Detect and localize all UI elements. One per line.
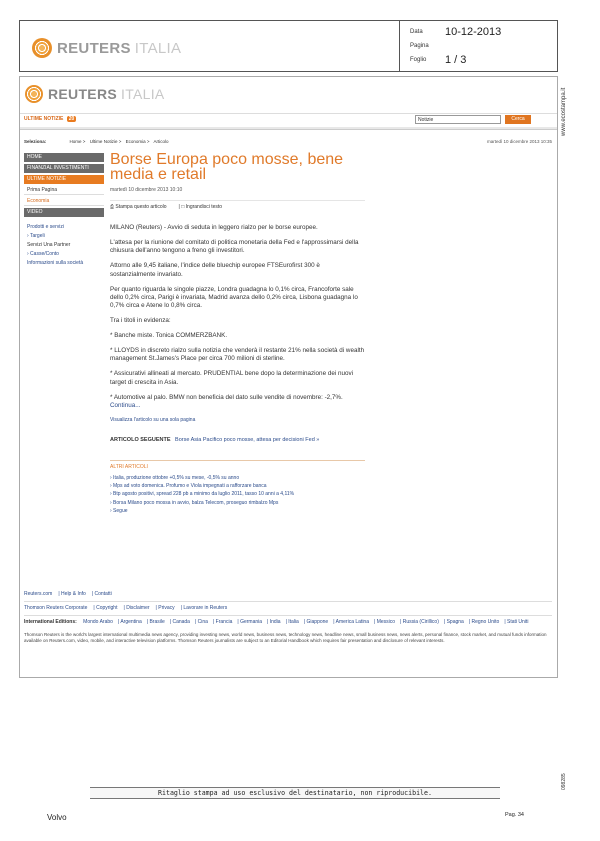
sidebar-targeli[interactable]: › Targeli xyxy=(27,233,45,239)
paragraph-last xyxy=(110,394,365,411)
edition-link[interactable]: Francia xyxy=(215,619,233,625)
article-title: Borse Europa poco mosse, bene media e retail xyxy=(110,151,344,183)
sidebar-partner[interactable]: Servizi Una Partner xyxy=(27,242,71,248)
data-value: 10-12-2013 xyxy=(445,26,502,38)
sidebar-item-finanza[interactable]: FINANZIAL INVESTIMENTI xyxy=(24,164,104,173)
edition-link[interactable]: Cina xyxy=(197,619,208,625)
reserved-notice: Ritaglio stampa ad uso esclusivo del destinatario, non riproducibile. xyxy=(90,787,500,799)
footer-link[interactable]: Privacy xyxy=(158,605,175,611)
legal-text: Thomson Reuters is the world's largest international multimedia news agency, providing investing news, world news, business news, technology news, headline news, small business news, news alerts, personal finance, stock market, and mutual funds information available on Reuters.com, video, mobile, and interactive television platforms. Thomson Reuters journalists are subject to an Editorial Handbook which requires fair presentation and disclosure of relevant interests. xyxy=(24,632,547,643)
related-item[interactable]: › Mps ad voto domenica. Profumo e Viola impegnati a rafforzare banca xyxy=(110,483,267,490)
edition-link[interactable]: America Latina xyxy=(335,619,369,625)
next-article-link[interactable]: Borse Asia Pacifico poco mosse, attesa per decisioni Fed » xyxy=(175,437,320,443)
article-date: martedì 10 dicembre 2013 10:10 xyxy=(110,187,183,193)
related-item[interactable]: › Italia, produzione ottobre +0,5% su mese, -0,5% su anno xyxy=(110,475,240,481)
edition-link[interactable]: Spagna xyxy=(446,619,464,625)
edition-link[interactable]: Giappone xyxy=(306,619,329,625)
left-sidebar xyxy=(24,153,104,268)
edition-link[interactable]: Messico xyxy=(376,619,396,625)
clipping-meta xyxy=(410,25,501,67)
footer-link[interactable]: Thomson Reuters Corporate xyxy=(24,605,88,611)
single-page-link[interactable]: Visualizza l'articolo su una sola pagina xyxy=(110,417,196,423)
related-list xyxy=(110,474,365,515)
print-article-label: Stampa questo articolo xyxy=(115,204,167,210)
related-heading: ALTRI ARTICOLI xyxy=(110,464,148,470)
enlarge-text-link[interactable]: □ Ingrandisci testo xyxy=(181,204,223,210)
paragraph: * Banche miste. Tonica COMMERZBANK. xyxy=(110,332,228,340)
sidebar-item-video[interactable]: VIDEO xyxy=(24,208,104,217)
header-date: martedì 10 dicembre 2013 10:35 xyxy=(486,139,552,144)
sidebar-item-prima-pagina[interactable]: Prima Pagina xyxy=(24,186,104,195)
footer-link[interactable]: Copyright xyxy=(96,605,118,611)
reuters-logo xyxy=(32,38,181,58)
related-item[interactable]: › Segue xyxy=(110,507,128,514)
paragraph: * LLOYDS in discreto rialzo sulla notizia che venderà il restante 21% nella società di wealth management St.James's Place per circa 700 milioni di sterline. xyxy=(110,347,365,363)
logo-suffix: ITALIA xyxy=(134,39,182,57)
article-body xyxy=(110,224,365,411)
related-articles xyxy=(110,460,365,515)
ultime-badge: 20 xyxy=(68,116,75,122)
pagina-label: Pagina xyxy=(410,43,429,49)
related-item[interactable]: › Btp agosto positivi, spread 228 pb a minimo da luglio 2011, tasso 10 anni a 4,11% xyxy=(110,491,295,498)
clipping-logo-area xyxy=(20,21,400,71)
page-number: Pag. 34 xyxy=(505,812,524,818)
data-label: Data xyxy=(410,29,423,35)
clipping-header xyxy=(19,20,558,72)
sidebar-item-home[interactable]: HOME xyxy=(24,153,104,162)
sidebar-casse[interactable]: › Casse/Conto xyxy=(27,251,59,257)
breadcrumb-economia[interactable]: Economia > xyxy=(125,139,150,144)
edition-link[interactable]: Argentina xyxy=(120,619,142,625)
edition-link[interactable]: Regno Unito xyxy=(471,619,500,625)
paragraph: Per quanto riguarda le singole piazze, Londra guadagna lo 0,1% circa, Francoforte sale dello 0,2% circa, Parigi è invariata, Madrid avanza dello 0,2% circa, Lisbona guadagna lo 0,7% circa e Atene lo 0,8% circa. xyxy=(110,285,358,310)
nav-divider xyxy=(20,127,557,130)
edition-link[interactable]: Russia (Cirillico) xyxy=(402,619,439,625)
next-article-label: ARTICOLO SEGUENTE xyxy=(110,437,171,443)
meta-foglio-row xyxy=(410,53,501,67)
footer-link[interactable]: Help & Info xyxy=(61,591,86,597)
top-navbar xyxy=(20,113,557,125)
meta-data-row xyxy=(410,25,501,39)
foglio-value: 1 / 3 xyxy=(445,54,467,66)
breadcrumb-path xyxy=(70,139,172,144)
footer-row-1: Reuters.com | Help & Info | Contatti xyxy=(24,591,112,597)
footer-link[interactable]: Contatti xyxy=(94,591,112,597)
paragraph: * Assicurativi allineati al mercato. PRUDENTIAL bene dopo la determinazione dei nuovi target di crescita in Asia. xyxy=(110,370,354,386)
site-brand: REUTERS xyxy=(48,86,117,102)
article xyxy=(110,152,365,515)
editions-label: International Editions: xyxy=(24,619,77,625)
footer-divider xyxy=(24,601,552,602)
sidebar-prodotti[interactable]: Prodotti e servizi xyxy=(27,224,64,230)
web-page-capture xyxy=(19,76,558,678)
article-tools: ⎙ Stampa questo articolo | □ Ingrandisci testo xyxy=(110,200,365,210)
footer-row-2: Thomson Reuters Corporate | Copyright | Disclaimer | Privacy | Lavorare in Reuters xyxy=(24,605,228,611)
edition-link[interactable]: Mondo Arabo xyxy=(83,619,113,625)
edition-link[interactable]: Canada xyxy=(172,619,190,625)
site-logo-icon xyxy=(25,85,43,103)
related-item[interactable]: › Borsa Milano poco mossa in avvio, balza Telecom, proseguo rimbalzo Mps xyxy=(110,499,279,506)
margin-site: www.ecostampa.it xyxy=(561,87,567,136)
seleziona-label: Seleziona: xyxy=(24,139,47,144)
breadcrumb xyxy=(24,139,552,144)
edition-link[interactable]: Italia xyxy=(288,619,299,625)
ultime-label: ULTIME NOTIZIE xyxy=(24,116,64,122)
site-logo[interactable] xyxy=(25,85,165,103)
edition-link[interactable]: Brasile xyxy=(149,619,165,625)
footer-divider xyxy=(24,615,552,616)
sidebar-info-societa[interactable]: Informazioni sulla società xyxy=(27,260,84,266)
ultime-notizie-link[interactable] xyxy=(24,116,76,122)
margin-code: 098285 xyxy=(561,773,567,790)
continua-link[interactable]: Continua... xyxy=(110,402,141,410)
footer-link[interactable]: Lavorare in Reuters xyxy=(183,605,228,611)
client-name: Volvo xyxy=(47,813,67,822)
search-button[interactable]: Cerca xyxy=(505,115,531,124)
next-article xyxy=(110,437,365,443)
meta-pagina-row xyxy=(410,39,501,53)
last-paragraph-text: * Automotive al palo. BMW non beneficia del dato sulle vendite di novembre: -2,7%. xyxy=(110,393,343,401)
paragraph: L'attesa per la riunione del comitato di politica monetaria della Fed e l'approssimarsi della chiusura dell'anno tengono a freno gli investitori. xyxy=(110,238,359,255)
edition-link[interactable]: Stati Uniti xyxy=(507,619,529,625)
sidebar-item-ultime-notizie[interactable]: ULTIME NOTIZIE xyxy=(24,175,104,184)
edition-link[interactable]: Germania xyxy=(240,619,263,625)
paragraph: Attorno alle 9,45 italiane, l'indice delle bluechip europee FTSEurofirst 300 è sostanzialmente invariato. xyxy=(110,262,320,278)
sidebar-item-economia[interactable]: Economia xyxy=(24,197,104,206)
foglio-label: Foglio xyxy=(410,57,427,63)
site-brand-suffix: ITALIA xyxy=(121,86,165,102)
print-article-link[interactable]: ⎙ Stampa questo articolo xyxy=(110,204,167,210)
footer-link[interactable]: Reuters.com xyxy=(24,591,53,597)
site-footer xyxy=(24,590,552,644)
enlarge-text-label: Ingrandisci testo xyxy=(185,204,223,210)
breadcrumb-articolo: Articolo xyxy=(153,139,169,144)
reuters-logo-icon xyxy=(32,38,52,58)
paragraph: Tra i titoli in evidenza: xyxy=(110,317,171,325)
edition-link[interactable]: India xyxy=(269,619,281,625)
breadcrumb-home[interactable]: Home > xyxy=(69,139,86,144)
footer-link[interactable]: Disclaimer xyxy=(126,605,150,611)
logo-brand: REUTERS xyxy=(57,39,131,57)
search-input[interactable]: Notizie xyxy=(415,115,501,124)
paragraph: MILANO (Reuters) - Avvio di seduta in leggero rialzo per le borse europee. xyxy=(110,224,318,231)
breadcrumb-ultime[interactable]: Ultime Notizie > xyxy=(89,139,122,144)
footer-editions: International Editions: Mondo Arabo | Argentina | Brasile | Canada | Cina | Francia | Germania | India | Italia | Giappone | America Latina | Messico | Russia (Cirillico) | Spagna | Regno Unito | Stati Uniti xyxy=(24,619,529,625)
